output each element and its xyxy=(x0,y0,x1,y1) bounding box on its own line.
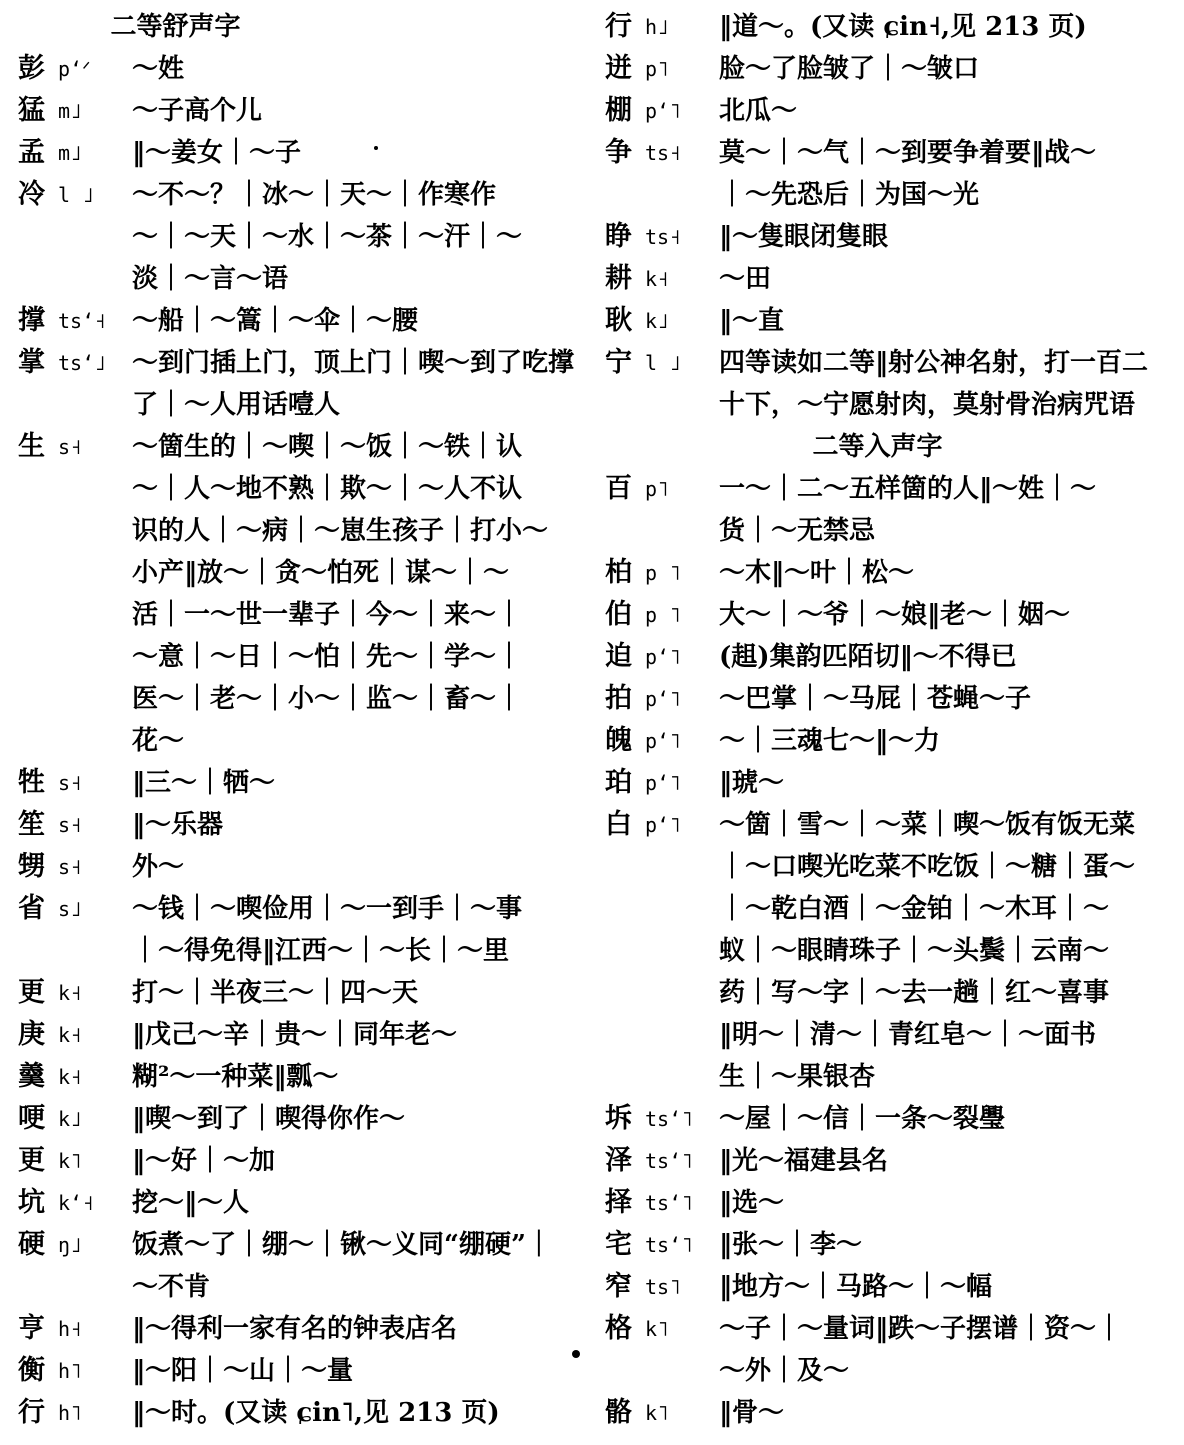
entry-gloss xyxy=(132,804,563,846)
dictionary-entry xyxy=(18,888,563,972)
entry-character: 珀 xyxy=(605,767,632,798)
entry-gloss xyxy=(719,1140,1150,1182)
gloss-line: ～意｜～日｜～怕｜先～｜学～｜ xyxy=(132,642,523,672)
entry-pronunciation: h˥ xyxy=(58,1359,83,1383)
dictionary-entry xyxy=(18,1392,563,1434)
entry-gloss xyxy=(719,678,1150,720)
dictionary-entry xyxy=(18,48,563,90)
gloss-line: ｜～乾白酒｜～金铂｜～木耳｜～ xyxy=(719,894,1110,924)
entry-pronunciation: p‘˥ xyxy=(645,771,682,795)
dictionary-entry xyxy=(18,1350,563,1392)
dictionary-entry xyxy=(605,1392,1150,1434)
gloss-line: 一～｜二～五样箇的人‖～姓｜～ xyxy=(719,474,1097,504)
entry-gloss xyxy=(132,1392,563,1434)
entry-character: 笙 xyxy=(18,809,45,840)
entry-gloss xyxy=(132,1224,563,1308)
gloss-line: ‖张～｜李～ xyxy=(719,1230,863,1260)
entry-pronunciation: s˧ xyxy=(58,435,83,459)
entry-gloss xyxy=(719,1224,1150,1266)
gloss-line: ～木‖～叶｜松～ xyxy=(719,558,915,588)
gloss-line: 脸～了脸皱了｜～皱口 xyxy=(719,54,980,84)
gloss-line: ‖地方～｜马路～｜～幅 xyxy=(719,1272,993,1302)
entry-pronunciation: p‘˥ xyxy=(645,729,682,753)
entry-gloss xyxy=(132,1308,563,1350)
entry-gloss xyxy=(719,804,1150,1098)
entry-character: 行 xyxy=(18,1397,45,1428)
gloss-line: ～屋｜～信｜一条～裂璺 xyxy=(719,1104,1006,1134)
gloss-line: ～｜～天｜～水｜～茶｜～汗｜～ xyxy=(132,222,523,252)
entry-character: 掌 xyxy=(18,347,45,378)
entry-character: 白 xyxy=(605,809,632,840)
entry-pronunciation: p‘˥ xyxy=(645,645,682,669)
dictionary-entry xyxy=(605,216,1150,258)
entry-pronunciation: l ˩ xyxy=(645,351,682,375)
gloss-line: 药｜写～字｜～去一趟｜红～喜事 xyxy=(719,978,1110,1008)
dictionary-entry xyxy=(18,1098,563,1140)
entry-gloss xyxy=(132,888,563,972)
entry-pronunciation: k˩ xyxy=(58,1107,83,1131)
gloss-line: ～｜三魂七～‖～力 xyxy=(719,726,941,756)
entry-character: 更 xyxy=(18,1145,45,1176)
gloss-line: ‖～乐器 xyxy=(132,810,224,840)
entry-character: 迫 xyxy=(605,641,632,672)
gloss-line: ‖～隻眼闭隻眼 xyxy=(719,222,889,252)
entry-gloss xyxy=(132,1182,563,1224)
gloss-line: 莫～｜～气｜～到要争着要‖战～ xyxy=(719,138,1097,168)
entry-pronunciation: k˧ xyxy=(58,1065,83,1089)
dictionary-entry xyxy=(605,552,1150,594)
entry-character: 坼 xyxy=(605,1103,632,1134)
entry-gloss xyxy=(132,300,563,342)
dictionary-entry xyxy=(605,258,1150,300)
entry-pronunciation: ts˧ xyxy=(645,225,682,249)
dictionary-entry xyxy=(18,762,563,804)
stray-dot xyxy=(572,1350,580,1358)
gloss-line: ‖道～。(又读 ɕin˧,见 213 页) xyxy=(719,12,1087,42)
entry-character: 孟 xyxy=(18,137,45,168)
entry-pronunciation: l ˩ xyxy=(58,183,95,207)
dictionary-entry xyxy=(605,132,1150,216)
entry-pronunciation: s˩ xyxy=(58,897,83,921)
gloss-line: ～子高个儿 xyxy=(132,96,263,126)
entry-pronunciation: ts‘˩ xyxy=(58,351,107,375)
gloss-line: 四等读如二等‖射公神名射，打一百二 xyxy=(719,348,1149,378)
entry-gloss xyxy=(719,258,1150,300)
stray-dot-small xyxy=(374,146,378,150)
gloss-line: ～箇生的｜～喫｜～饭｜～铁｜认 xyxy=(132,432,523,462)
entry-character: 迸 xyxy=(605,53,632,84)
entry-pronunciation: h˧ xyxy=(58,1317,83,1341)
dictionary-entry xyxy=(605,6,1150,48)
entry-gloss xyxy=(719,552,1150,594)
dictionary-entry xyxy=(605,1098,1150,1140)
dictionary-entry xyxy=(18,426,563,762)
entry-gloss xyxy=(132,1098,563,1140)
entry-gloss xyxy=(719,216,1150,258)
entry-list-right-top xyxy=(605,6,1150,426)
dictionary-entry xyxy=(605,720,1150,762)
entry-pronunciation: p‘˥ xyxy=(645,813,682,837)
entry-character: 睁 xyxy=(605,221,632,252)
entry-character: 伯 xyxy=(605,599,632,630)
entry-gloss xyxy=(719,132,1150,216)
dictionary-entry xyxy=(605,468,1150,552)
entry-pronunciation: k˥ xyxy=(645,1317,670,1341)
dictionary-entry xyxy=(605,594,1150,636)
gloss-line: ～不～？｜冰～｜天～｜作寒作 xyxy=(132,180,497,210)
dictionary-entry xyxy=(605,90,1150,132)
entry-pronunciation: ts˧ xyxy=(645,141,682,165)
entry-gloss xyxy=(719,594,1150,636)
dictionary-entry xyxy=(605,1224,1150,1266)
entry-gloss xyxy=(719,300,1150,342)
gloss-line: ～不肯 xyxy=(132,1272,211,1302)
entry-character: 羹 xyxy=(18,1061,45,1092)
entry-gloss xyxy=(132,90,563,132)
gloss-line: 医～｜老～｜小～｜监～｜畜～｜ xyxy=(132,684,523,714)
entry-character: 棚 xyxy=(605,95,632,126)
entry-character: 窄 xyxy=(605,1271,632,1302)
entry-gloss xyxy=(719,48,1150,90)
entry-pronunciation: s˧ xyxy=(58,771,83,795)
entry-gloss xyxy=(719,6,1150,48)
entry-pronunciation: ts‘˥ xyxy=(645,1107,694,1131)
entry-pronunciation: ts‘˥ xyxy=(645,1191,694,1215)
dictionary-entry xyxy=(18,846,563,888)
left-column xyxy=(18,6,575,1434)
gloss-line: 花～ xyxy=(132,726,185,756)
entry-character: 拍 xyxy=(605,683,632,714)
gloss-line: ‖琥～ xyxy=(719,768,785,798)
right-column xyxy=(605,6,1150,1434)
dictionary-entry xyxy=(605,1140,1150,1182)
entry-list-right-bottom xyxy=(605,468,1150,1434)
entry-pronunciation: p ˥ xyxy=(645,561,682,585)
dictionary-entry xyxy=(18,90,563,132)
entry-gloss xyxy=(132,426,563,762)
gloss-line: 饭煮～了｜绷～｜锹～义同“绷硬”｜ xyxy=(132,1230,552,1260)
gloss-line: ‖明～｜清～｜青红皂～｜～面书 xyxy=(719,1020,1097,1050)
gloss-line: ～到门插上门，顶上门｜喫～到了吃撑 xyxy=(132,348,575,378)
entry-pronunciation: s˧ xyxy=(58,855,83,879)
entry-character: 冷 xyxy=(18,179,45,210)
entry-character: 泽 xyxy=(605,1145,632,1176)
entry-gloss xyxy=(132,1140,563,1182)
entry-character: 骼 xyxy=(605,1397,632,1428)
gloss-line: 外～ xyxy=(132,852,185,882)
entry-character: 省 xyxy=(18,893,45,924)
entry-character: 耕 xyxy=(605,263,632,294)
gloss-line: 北瓜～ xyxy=(719,96,798,126)
entry-character: 牲 xyxy=(18,767,45,798)
entry-pronunciation: k˧ xyxy=(58,1023,83,1047)
entry-gloss xyxy=(719,1392,1150,1434)
dictionary-entry xyxy=(605,636,1150,678)
dictionary-entry xyxy=(18,174,563,300)
dictionary-entry xyxy=(18,300,563,342)
entry-pronunciation: m˩ xyxy=(58,141,83,165)
entry-pronunciation: m˩ xyxy=(58,99,83,123)
gloss-line: ｜～口喫光吃菜不吃饭｜～糖｜蛋～ xyxy=(719,852,1136,882)
entry-character: 魄 xyxy=(605,725,632,756)
entry-gloss xyxy=(719,342,1150,426)
gloss-line: ｜～先恐后｜为国～光 xyxy=(719,180,980,210)
entry-gloss xyxy=(719,1098,1150,1140)
entry-gloss xyxy=(719,1182,1150,1224)
entry-character: 耿 xyxy=(605,305,632,336)
gloss-line: 了｜～人用话噎人 xyxy=(132,390,341,420)
gloss-line: ～｜人～地不熟｜欺～｜～人不认 xyxy=(132,474,523,504)
entry-character: 衡 xyxy=(18,1355,45,1386)
dictionary-entry xyxy=(18,1014,563,1056)
entry-character: 柏 xyxy=(605,557,632,588)
section-heading-level-tone: 二等舒声字 xyxy=(110,12,241,42)
entry-character: 亨 xyxy=(18,1313,45,1344)
gloss-line: ‖戊己～辛｜贵～｜同年老～ xyxy=(132,1020,458,1050)
entry-character: 坑 xyxy=(18,1187,45,1218)
gloss-line: 淡｜～言～语 xyxy=(132,264,289,294)
entry-pronunciation: k˧ xyxy=(645,267,670,291)
entry-gloss xyxy=(719,468,1150,552)
gloss-line: ～船｜～篙｜～伞｜～腰 xyxy=(132,306,419,336)
entry-pronunciation: p ˥ xyxy=(645,603,682,627)
entry-character: 宁 xyxy=(605,347,632,378)
gloss-line: ～子｜～量词‖跌～子摆谱｜资～｜ xyxy=(719,1314,1123,1344)
entry-gloss xyxy=(132,132,563,174)
entry-list-left xyxy=(18,48,575,1434)
entry-pronunciation: ts‘˧ xyxy=(58,309,107,333)
entry-character: 撑 xyxy=(18,305,45,336)
gloss-line: 糊²～一种菜‖瓢～ xyxy=(132,1062,339,1092)
dictionary-entry xyxy=(605,678,1150,720)
gloss-line: 挖～‖～人 xyxy=(132,1188,250,1218)
gloss-line: 蚁｜～眼睛珠子｜～头鬓｜云南～ xyxy=(719,936,1110,966)
entry-pronunciation: ts˥ xyxy=(645,1275,682,1299)
gloss-line: 识的人｜～病｜～崽生孩子｜打小～ xyxy=(132,516,549,546)
entry-character: 硬 xyxy=(18,1229,45,1260)
entry-gloss xyxy=(719,1266,1150,1308)
entry-gloss xyxy=(132,1056,563,1098)
entry-character: 哽 xyxy=(18,1103,45,1134)
gloss-line: ‖～直 xyxy=(719,306,785,336)
entry-character: 行 xyxy=(605,11,632,42)
entry-pronunciation: p˥ xyxy=(645,477,670,501)
entry-gloss xyxy=(132,762,563,804)
entry-pronunciation: p‘˥ xyxy=(645,687,682,711)
dictionary-entry xyxy=(18,972,563,1014)
entry-character: 择 xyxy=(605,1187,632,1218)
gloss-line: 打～｜半夜三～｜四～天 xyxy=(132,978,419,1008)
entry-character: 宅 xyxy=(605,1229,632,1260)
gloss-line: ‖光～福建县名 xyxy=(719,1146,889,1176)
gloss-line: ～田 xyxy=(719,264,772,294)
section-heading-entering-tone: 二等入声字 xyxy=(812,432,943,462)
gloss-line: 大～｜～爷｜～娘‖老～｜姻～ xyxy=(719,600,1071,630)
gloss-line: 生｜～果银杏 xyxy=(719,1062,876,1092)
gloss-line: ‖～好｜～加 xyxy=(132,1146,276,1176)
entry-pronunciation: s˧ xyxy=(58,813,83,837)
dictionary-entry xyxy=(18,1308,563,1350)
entry-pronunciation: k‘˧ xyxy=(58,1191,95,1215)
entry-pronunciation: k˩ xyxy=(645,309,670,333)
gloss-line: ‖选～ xyxy=(719,1188,785,1218)
dictionary-entry xyxy=(605,1266,1150,1308)
dictionary-entry xyxy=(18,132,563,174)
entry-character: 生 xyxy=(18,431,45,462)
entry-pronunciation: p‘ᐟ xyxy=(58,57,91,81)
dictionary-entry xyxy=(605,762,1150,804)
dictionary-entry xyxy=(605,300,1150,342)
dictionary-entry xyxy=(18,1224,563,1308)
entry-character: 争 xyxy=(605,137,632,168)
gloss-line: ‖～时。(又读 ɕin˥,见 213 页) xyxy=(132,1398,500,1428)
gloss-line: 十下，～宁愿射肉，莫射骨治病咒语 xyxy=(719,390,1136,420)
gloss-line: ～钱｜～喫俭用｜～一到手｜～事 xyxy=(132,894,523,924)
entry-character: 格 xyxy=(605,1313,632,1344)
entry-pronunciation: ŋ˩ xyxy=(58,1233,83,1257)
entry-pronunciation: ts‘˥ xyxy=(645,1149,694,1173)
entry-pronunciation: k˥ xyxy=(58,1149,83,1173)
gloss-line: ～巴掌｜～马屁｜苍蝇～子 xyxy=(719,684,1032,714)
gloss-line: ‖骨～ xyxy=(719,1398,785,1428)
gloss-line: (趄)集韵匹陌切‖～不得已 xyxy=(719,642,1017,672)
entry-gloss xyxy=(132,48,563,90)
entry-pronunciation: h˥ xyxy=(58,1401,83,1425)
gloss-line: 活｜一～世一辈子｜今～｜来～｜ xyxy=(132,600,523,630)
gloss-line: 小产‖放～｜贪～怕死｜谋～｜～ xyxy=(132,558,510,588)
entry-character: 更 xyxy=(18,977,45,1008)
entry-pronunciation: k˧ xyxy=(58,981,83,1005)
dictionary-entry xyxy=(605,1308,1150,1392)
gloss-line: ～箇｜雪～｜～菜｜喫～饭有饭无菜 xyxy=(719,810,1136,840)
entry-pronunciation: p‘˥ xyxy=(645,99,682,123)
entry-gloss xyxy=(719,720,1150,762)
gloss-line: ～外｜及～ xyxy=(719,1356,850,1386)
entry-gloss xyxy=(719,1308,1150,1392)
entry-character: 猛 xyxy=(18,95,45,126)
gloss-line: ‖三～｜牺～ xyxy=(132,768,276,798)
dictionary-entry xyxy=(18,1056,563,1098)
entry-character: 百 xyxy=(605,473,632,504)
entry-pronunciation: h˩ xyxy=(645,15,670,39)
entry-gloss xyxy=(132,1350,563,1392)
dictionary-entry xyxy=(605,804,1150,1098)
gloss-line: ‖～姜女｜～子 xyxy=(132,138,302,168)
entry-gloss xyxy=(132,1014,563,1056)
entry-gloss xyxy=(132,846,563,888)
dictionary-entry xyxy=(18,1140,563,1182)
entry-gloss xyxy=(719,636,1150,678)
gloss-line: ‖喫～到了｜喫得你作～ xyxy=(132,1104,406,1134)
entry-pronunciation: k˥ xyxy=(645,1401,670,1425)
entry-gloss xyxy=(132,972,563,1014)
entry-character: 甥 xyxy=(18,851,45,882)
entry-character: 庚 xyxy=(18,1019,45,1050)
dictionary-entry xyxy=(18,1182,563,1224)
gloss-line: ‖～得利一家有名的钟表店名 xyxy=(132,1314,458,1344)
entry-pronunciation: ts‘˥ xyxy=(645,1233,694,1257)
dictionary-entry xyxy=(605,342,1150,426)
entry-character: 彭 xyxy=(18,53,45,84)
dictionary-entry xyxy=(605,1182,1150,1224)
gloss-line: ‖～阳｜～山｜～量 xyxy=(132,1356,354,1386)
entry-gloss xyxy=(719,762,1150,804)
entry-gloss xyxy=(132,174,563,300)
dictionary-entry xyxy=(18,804,563,846)
gloss-line: 货｜～无禁忌 xyxy=(719,516,876,546)
dictionary-entry xyxy=(18,342,575,426)
entry-pronunciation: p˥ xyxy=(645,57,670,81)
dictionary-entry xyxy=(605,48,1150,90)
entry-gloss xyxy=(719,90,1150,132)
entry-gloss xyxy=(132,342,574,426)
gloss-line: ～姓 xyxy=(132,54,185,84)
gloss-line: ｜～得免得‖江西～｜～长｜～里 xyxy=(132,936,510,966)
